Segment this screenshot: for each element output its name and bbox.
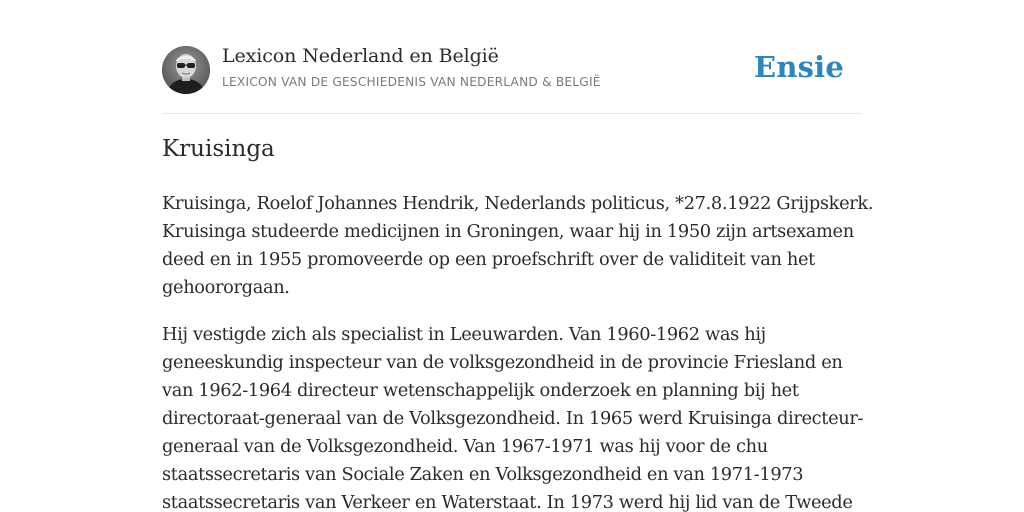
text-line: Hij vestigde zich als specialist in Leeuwarden. Van 1960-1962 was hij [162,324,766,345]
text-line: deed en in 1955 promoveerde op een proefschrift over de validiteit van het [162,249,815,270]
text-line: generaal van de Volksgezondheid. Van 1967-1971 was hij voor de chu [162,436,768,457]
text-line: staatssecretaris van Verkeer en Waterstaat. In 1973 werd hij lid van de Tweede [162,492,853,512]
avatar-portrait-icon [162,46,210,94]
author-avatar[interactable] [162,46,210,94]
text-line: staatssecretaris van Sociale Zaken en Volksgezondheid en van 1971-1973 [162,464,804,485]
page-title: Kruisinga [162,136,275,162]
text-line: Kruisinga studeerde medicijnen in Groningen, waar hij in 1950 zijn artsexamen [162,221,854,242]
article-paragraph [162,190,874,302]
text-line: van 1962-1964 directeur wetenschappelijk onderzoek en planning bij het [162,380,799,401]
text-line: Kruisinga, Roelof Johannes Hendrik, Nederlands politicus, *27.8.1922 Grijpskerk. [162,193,874,214]
content-container [162,0,874,512]
text-line: geneeskundig inspecteur van de volksgezondheid in de provincie Friesland en [162,352,843,373]
site-name[interactable]: Lexicon Nederland en België [222,45,499,67]
text-line: directoraat-generaal van de Volksgezondheid. In 1965 werd Kruisinga directeur- [162,408,864,429]
ensie-logo-link[interactable]: Ensie [754,50,844,84]
text-line: gehoororgaan. [162,277,290,298]
article-paragraph [162,321,862,512]
article-body [162,190,874,512]
site-header [162,0,862,114]
site-subtitle: LEXICON VAN DE GESCHIEDENIS VAN NEDERLAND & BELGIË [222,75,601,89]
